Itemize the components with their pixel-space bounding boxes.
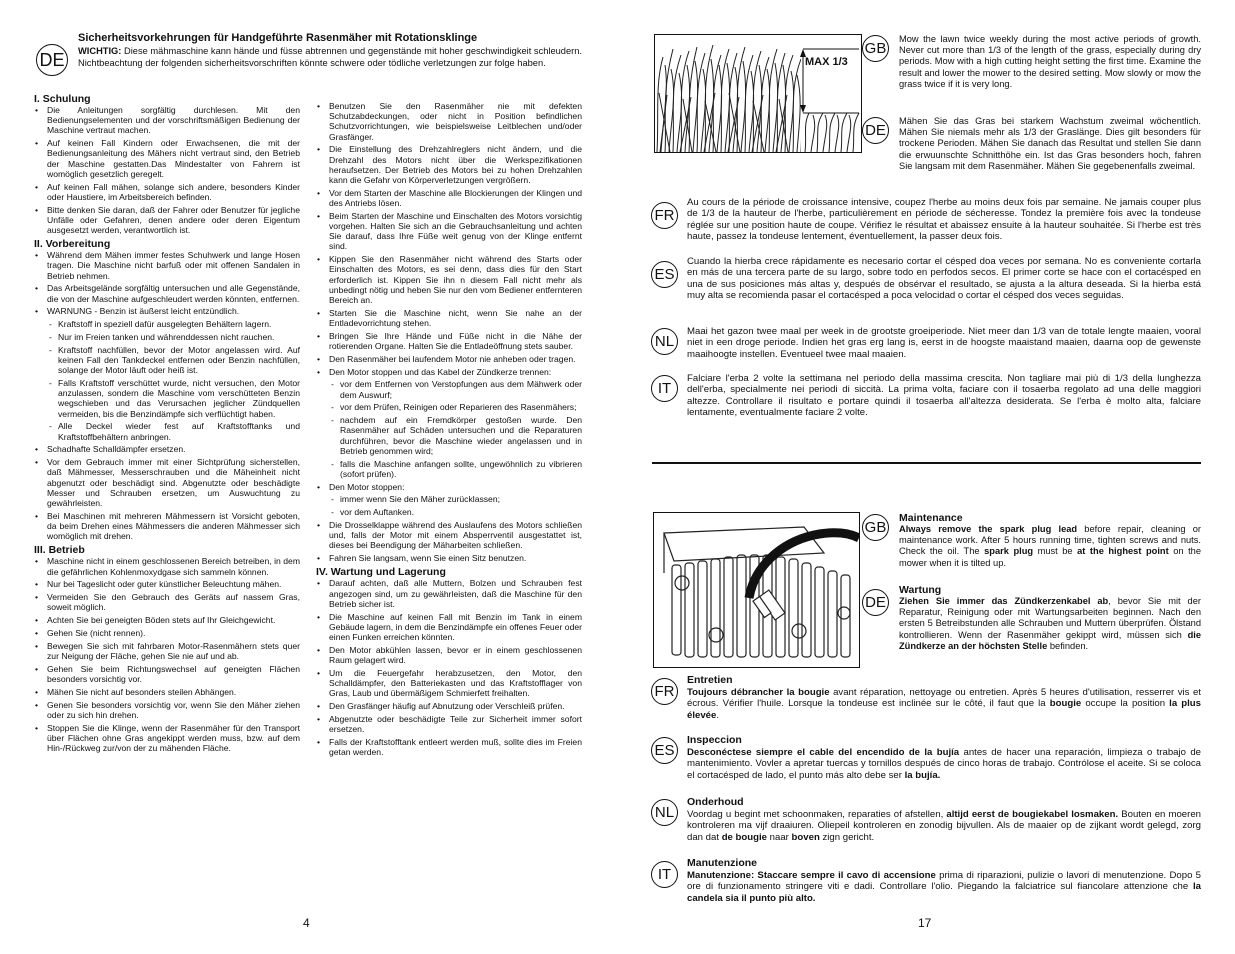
emphasis: la plus élevée — [687, 698, 1201, 721]
betrieb-list-continued — [316, 101, 582, 377]
language-flag-es: ES — [651, 737, 678, 764]
vorbereitung-list-2 — [34, 444, 300, 541]
list-item: • Benutzen Sie den Rasenmäher nie mit defekten Schutzabdeckungen, oder nicht in Position befindlichen Schutzvorrichtungen, wie beispielsweise Leitblechen und/oder Grasfänger. — [316, 101, 582, 142]
maintenance-text-fr — [687, 687, 1201, 721]
list-item: - Nur im Freien tanken und währenddessen nicht rauchen. — [34, 332, 300, 342]
stop-motor-sublist — [316, 379, 582, 479]
emphasis: Manutenzione: Staccare sempre il cavo di accensione — [687, 870, 936, 881]
list-item: • Schadhafte Schalldämpfer ersetzen. — [34, 444, 300, 454]
list-item: • Maschine nicht in einem geschlossenen Bereich betreiben, in dem die gefährlichen Kohlenmoxydgase sich sammeln können. — [34, 556, 300, 576]
text-segment: before repair, cleaning or maintenance work. After 5 hours running time, tighten screws and nuts. Check the oil. The — [899, 524, 1201, 557]
grass-drawing — [655, 35, 861, 152]
list-item: • Auf keinen Fall Kindern oder Erwachsenen, die mit der Bedienungsanleitung des Mähers nicht vertraut sind, den Betrieb der Maschine gestatten.Das Mindestalter von Fahrern ist womöglich gesetzlich geregelt. — [34, 138, 300, 179]
left-column-1 — [34, 90, 300, 756]
list-item: • Starten Sie die Maschine nicht, wenn Sie nahe an der Entladevorrichtung stehen. — [316, 308, 582, 328]
list-item: - Kraftstoff in speziell dafür ausgelegten Behältern lagern. — [34, 319, 300, 329]
text-segment: Bouten en moeren kontroleren ma vijf draaiuren. Oliepeil kontroleren en zonodig bijvullen. Als de maaier op de zijkant wordt gelegd, zorg dan dat — [687, 809, 1201, 843]
maintenance-title-es: Inspeccion — [687, 734, 742, 746]
text-segment: avant réparation, nettoyage ou entretien. Après 5 heures d'utilisation, resserrer vis et écrous. Vérifier l'huile. Lorsque la tondeuse est inclinée sur le côté, il faut que la — [687, 687, 1201, 710]
list-item: • Genen Sie besonders vorsichtig vor, wenn Sie den Mäher ziehen oder zu sich hin drehen. — [34, 700, 300, 720]
text-segment: . — [716, 709, 720, 721]
maintenance-title-gb: Maintenance — [899, 512, 963, 524]
text-segment: Voordag u begint met schoonmaken, reparaties of afstellen, — [687, 809, 947, 820]
language-flag-gb: GB — [862, 35, 889, 62]
list-item: • Um die Feuergefahr herabzusetzen, den Motor, den Schalldämpfer, den Batteriekasten und das Kraftstofflager von Gras, Laub und übermäßigem Schmierfett freihalten. — [316, 668, 582, 699]
text-segment: antes de hacer una reparación, limpieza o trabajo de mantenimiento. Vovler a apretar tuercas y tornillos después de cinco horas de trabajo. Contrólose el aceite. Si se coloca el cortacésped de lado, el punto más alto debe ser — [687, 747, 1201, 781]
list-item: • Die Drosselklappe während des Auslaufens des Motors schließen und, falls der Motor mit einem Absperrventil ausgestattet ist, dieses bei Beendigung der Mäharbeiten schließen. — [316, 520, 582, 551]
list-item: • Vermeiden Sie den Gebrauch des Geräts auf nassem Gras, soweit möglich. — [34, 592, 300, 612]
maintenance-title-fr: Entretien — [687, 674, 733, 686]
emphasis: die Zündkerze an der höchsten Stelle — [899, 629, 1201, 651]
emphasis: Desconéctese siempre el cable del encendido de la bujía — [687, 747, 960, 758]
list-item: • Den Motor stoppen und das Kabel der Zündkerze trennen: — [316, 367, 582, 377]
language-flag-it: IT — [651, 375, 678, 402]
maintenance-title-it: Manutenzione — [687, 857, 757, 869]
list-item: • Das Arbeitsgelände sorgfältig untersuchen und alle Gegenstände, die von der Maschine aufgeschleudert werden könnten, entfernen. — [34, 283, 300, 303]
list-item: • Den Grasfänger häufig auf Abnutzung oder Verschleiß prüfen. — [316, 701, 582, 711]
betrieb-list-end — [316, 520, 582, 563]
list-item: - vor dem Prüfen, Reinigen oder Reparieren des Rasenmähers; — [316, 402, 582, 412]
language-flag-fr: FR — [651, 678, 678, 705]
mow-text-de: Mähen Sie das Gras bei starkem Wachstum zweimal wöchentlich. Mähen Sie niemals mehr als 1/3 der Graslänge. Dies gilt besonders für trockene Perioden. Mähen Sie danach das Resultat und stellen Sie dann die erwuunschte Schnitthöhe ein. Ist das Gras besonders hoch, fahren Sie langsam mit dem Rasenmäher. Mähen Sie gegebenenfalls zweimal. — [899, 116, 1201, 171]
text-segment: befinden. — [1047, 640, 1089, 651]
language-flag-it: IT — [651, 861, 678, 888]
wartung-list — [316, 578, 582, 757]
emphasis: altijd eerst de bougiekabel losmaken. — [946, 809, 1119, 820]
emphasis: Always remove the spark plug lead — [899, 524, 1078, 534]
warning-text: Diese mähmaschine kann hände und füsse abtrennen und gegenstände mit hoher geschwindigkeit schleudern. Nichtbeachtung der folgenden sicherheitsvorschriften könnte schwere oder tödliche verletzungen zur folge haben. — [78, 46, 582, 68]
mow-text-fr: Au cours de la période de croissance intensive, coupez l'herbe au moins deux fois par semaine. Ne jamais couper plus de 1/3 de la hauteur de l'herbe, particulièrement en période de sécheresse. Tondez la première fois avec la tondeuse réglée sur une position haute de coupe. Vérifiez le résultat et abaissez ensuite à la hauteur souhaitée. Si l'herbe est très haute, passez la tondeuse lentement, éventuellement, la passer deux fois. — [687, 197, 1201, 243]
maintenance-text-de — [899, 596, 1201, 652]
emphasis: de bougie — [721, 831, 767, 843]
warning-label: WICHTIG: — [78, 46, 122, 56]
warning-paragraph — [78, 46, 582, 69]
list-item: • Auf keinen Fall mähen, solange sich andere, besonders Kinder oder Haustiere, im Arbeitsbereich befinden. — [34, 182, 300, 202]
list-item: • Abgenutzte oder beschädigte Teile zur Sicherheit immer sofort ersetzen. — [316, 714, 582, 734]
mow-text-es: Cuando la hierba crece rápidamente es necesario cortar el césped doa veces por semana. No es conveniente cortarla en más de una tercera parte de su largo, sobre todo en perfodos secos. El primer corte se hace con el cortacésped en una de sus posiciones más altas y, después de obsérvar el resultado, se ajusta a la altura deseada. Si la hierba está muy alta se recomienda pasar el cortacésped a poca velocidad o cortar el césped dos veces seguidas. — [687, 256, 1201, 302]
list-item: • Nur bei Tageslicht oder guter künstlicher Beleuchtung mähen. — [34, 579, 300, 589]
max-cut-label: MAX 1/3 — [805, 56, 848, 68]
vorbereitung-list — [34, 250, 300, 316]
spark-plug-illustration — [653, 512, 860, 668]
language-flag-gb: GB — [862, 514, 889, 541]
list-item: - Alle Deckel wieder fest auf Kraftstofftanks und Kraftstoffbehältern anbringen. — [34, 421, 300, 441]
language-flag-fr: FR — [651, 202, 678, 229]
text-segment: prima di riparazioni, pulizie o lavori di menutenzione. Dopo 5 ore di funzionamento stringere viti e dadi. Controllare l'olio. Piegando la falciatrice sul fiancolare attenzione che — [687, 870, 1202, 893]
list-item: - vor dem Entfernen von Verstopfungen aus dem Mähwerk oder dem Auswurf; — [316, 379, 582, 399]
list-item: - vor dem Auftanken. — [316, 507, 582, 517]
list-item: • Vor dem Starten der Maschine alle Blockierungen der Klingen und des Antriebs lösen. — [316, 188, 582, 208]
maintenance-title-de: Wartung — [899, 584, 942, 596]
list-item: • Die Maschine auf keinen Fall mit Benzin im Tank in einem Gebäude lagern, in dem die Benzindämpfe ein offenes Feuer oder einen Funken erreichen könnten. — [316, 612, 582, 643]
language-flag-de: DE — [36, 44, 68, 76]
list-item: • Bitte denken Sie daran, daß der Fahrer oder Benutzer für jegliche Unfälle oder Gefahren, denen andere oder deren Eigentum ausgesetzt werden, verantwortlich ist. — [34, 205, 300, 236]
emphasis: boven — [791, 831, 820, 843]
betrieb-list — [34, 556, 300, 753]
emphasis: spark plug — [984, 546, 1034, 557]
list-item: • Den Motor stoppen: — [316, 482, 582, 492]
page-number-left: 4 — [303, 916, 310, 930]
list-item: - nachdem auf ein Fremdkörper gestoßen wurde. Den Rasenmäher auf Schäden untersuchen und die Reparaturen durchführen, bevor die Maschine wieder angelassen und in Betrieb genommen wird; — [316, 415, 582, 456]
list-item: • Achten Sie bei geneigten Böden stets auf Ihr Gleichgewicht. — [34, 615, 300, 625]
language-flag-nl: NL — [651, 328, 678, 355]
maintenance-text-nl — [687, 809, 1201, 843]
language-flag-es: ES — [651, 261, 678, 288]
grass-illustration — [654, 34, 862, 153]
engine-drawing — [654, 513, 859, 667]
safety-title: Sicherheitsvorkehrungen für Handgeführte Rasenmäher mit Rotationsklinge — [78, 32, 478, 44]
list-item: • WARNUNG - Benzin ist äußerst leicht entzündlich. — [34, 306, 300, 316]
emphasis: Ziehen Sie immer das Zündkerzenkabel ab — [899, 596, 1109, 606]
text-segment: on the mower when it is tilted up. — [899, 546, 1201, 568]
language-flag-de: DE — [862, 589, 889, 616]
list-item: • Bringen Sie Ihre Hände und Füße nicht in die Nähe der rotierenden Organe. Halten Sie die Entladeöffnung stets sauber. — [316, 331, 582, 351]
list-item: - Falls Kraftstoff verschüttet wurde, nicht versuchen, den Motor anzulassen, sondern die Maschine vom verschütteten Benzin wegschieben und das Verursachen jeglicher Zündquellen vermeiden, bis die Benzindämpfe sich verflüchtigt haben. — [34, 378, 300, 419]
emphasis: bougie — [1049, 698, 1082, 710]
section-betrieb-title: III. Betrieb — [34, 544, 85, 557]
maintenance-text-gb — [899, 524, 1201, 569]
maintenance-text-it — [687, 870, 1201, 904]
list-item: • Fahren Sie langsam, wenn Sie einen Sitz benutzen. — [316, 553, 582, 563]
list-item: • Beim Starten der Maschine und Einschalten des Motors vorsichtig vorgehen. Halten Sie sich an die Gebrauchsanleitung und achten Sie darauf, dass Ihre Füße weit genug von der Klinge entfernt sind. — [316, 211, 582, 252]
list-item: • Stoppen Sie die Klinge, wenn der Rasenmäher für den Transport über Flächen ohne Gras angekippt werden muss, bzw. auf dem Hin-/Rückweg zur/von der zu mähenden Fläche. — [34, 723, 300, 754]
maintenance-title-nl: Onderhoud — [687, 796, 744, 808]
stop-motor-sublist-2 — [316, 494, 582, 517]
section-wartung-title: IV. Wartung und Lagerung — [316, 566, 446, 579]
text-segment: zign gericht. — [819, 831, 875, 843]
list-item: • Falls der Kraftstofftank entleert werden muß, sollte dies im Freien getan werden. — [316, 737, 582, 757]
mow-text-nl: Maai het gazon twee maal per week in de grootste groeiperiode. Niet meer dan 1/3 van de totale lengte maaien, vooral niet in een droge periode. Indien het gras erg lang is, eerst in de hoogste maaistand maaien, daarna oop de gewenste maaihoogte instellen. Eventueel twee maal maaien. — [687, 326, 1201, 360]
list-item: - falls die Maschine anfangen sollte, ungewöhnlich zu vibrieren (sofort prüfen). — [316, 459, 582, 479]
list-item: - Kraftstoff nachfüllen, bevor der Motor angelassen wird. Auf keinen Fall den Tankdeckel entfernen oder Benzin nachfüllen, solange der Motor läuft oder heiß ist. — [34, 345, 300, 376]
text-segment: must be — [1033, 546, 1078, 557]
list-item: • Gehen Sie beim Richtungswechsel auf geneigten Flächen besonders vorsichtig vor. — [34, 664, 300, 684]
list-item: • Die Einstellung des Drehzahlreglers nicht ändern, und die Drehzahl des Motors nicht über die Werkspezifikationen heraufsetzen. Der Betrieb des Motors bei zu hohen Drehzahlen kann die Gefahr von Körperverletzungen vergrößern. — [316, 144, 582, 185]
list-item: - immer wenn Sie den Mäher zurücklassen; — [316, 494, 582, 504]
text-segment: , bevor Sie mit der Reparatur, Reinigung oder mit Wartungsarbeiten beginnen. Nach den ersten 5 Betreibstunden alle Schrauben und Muttern überprüfen. Ölstand kontrollieren. Wenn der Rasenmäher gekippt wird, müssen sich — [899, 596, 1201, 640]
page-number-right: 17 — [918, 916, 932, 930]
language-flag-de: DE — [862, 117, 889, 144]
list-item: • Den Rasenmäher bei laufendem Motor nie anheben oder tragen. — [316, 354, 582, 364]
text-segment: naar — [767, 831, 792, 843]
divider-line — [652, 462, 1201, 464]
list-item: • Bei Maschinen mit mehreren Mähmessern ist Vorsicht geboten, da beim Drehen eines Mähmessers die anderen Mähmesser sich womöglich mit drehen. — [34, 511, 300, 542]
stop-motor-list — [316, 482, 582, 492]
mow-text-it: Falciare l'erba 2 volte la settimana nel periodo della massima crescita. Non tagliare mai più di 1/3 della lunghezza dell'erba, specialmente nei periodi di siccità. La prima volta, faciare con il tosaerba regolato ad una delle maggiori altezze. Controllare il risultato e portare quindi il tosaerba all'altezza desiderata. Se l'erba è molto alta, falciare lentamente, eventualmente faciare 2 volte. — [687, 373, 1201, 419]
emphasis: Toujours débrancher la bougie — [687, 687, 830, 698]
emphasis: at the highest point — [1077, 546, 1169, 557]
list-item: • Mähen Sie nicht auf besonders steilen Abhängen. — [34, 687, 300, 697]
schulung-list — [34, 105, 300, 235]
list-item: • Darauf achten, daß alle Muttern, Bolzen und Schrauben fest angezogen sind, um zu gewährleisten, daß die Maschine für den Betrieb sicher ist. — [316, 578, 582, 609]
maintenance-text-es — [687, 747, 1201, 781]
list-item: • Kippen Sie den Rasenmäher nicht während des Starts oder Einschalten des Motors, es sei denn, dass dies für den Start erforderlich ist. Kippen Sie ihn n diesem Fall nicht mehr als unbedingt nötig und heben Sie nur den vom Bediener entfernteren Bereich an. — [316, 254, 582, 305]
list-item: • Vor dem Gebrauch immer mit einer Sichtprüfung sicherstellen, daß Mähmesser, Messerschrauben und die Mäheinheit nicht abgenutzt oder beschädigt sind. Abgenutzte oder beschädigte Messer und Schrauben ersetzen, um Auswuchtung zu gewährleisten. — [34, 457, 300, 508]
mow-text-gb: Mow the lawn twice weekly during the most active periods of growth. Never cut more than 1/3 of the length of the grass, especially during dry periods. Mow with a high cutting height setting the first time. Examine the result and lower the mower to the desired setting. Mow slowly or mow the grass twice if it is very long. — [899, 34, 1201, 89]
section-schulung-title: I. Schulung — [34, 93, 91, 105]
list-item: • Während dem Mähen immer festes Schuhwerk und lange Hosen tragen. Die Maschine nicht barfuß oder mit offenen Sandalen in Betrieb nehmen. — [34, 250, 300, 281]
list-item: • Die Anleitungen sorgfältig durchlesen. Mit den Bedienungselementen und der vorschriftsmäßigen Bedienung der Maschine vertraut machen. — [34, 105, 300, 136]
language-flag-nl: NL — [651, 799, 678, 826]
fuel-sublist — [34, 319, 300, 442]
left-column-2 — [316, 101, 582, 760]
section-vorbereitung-title: II. Vorbereitung — [34, 238, 111, 251]
emphasis: la candela sia il punto più alto. — [687, 881, 1201, 904]
list-item: • Bewegen Sie sich mit fahrbaren Motor-Rasenmähern stets quer zur Neigung der Fläche, gehen Sie nie auf und ab. — [34, 641, 300, 661]
emphasis: la bujía. — [904, 769, 941, 781]
list-item: • Den Motor abkühlen lassen, bevor er in einem geschlossenen Raum gelagert wird. — [316, 645, 582, 665]
text-segment: occupe la position — [1081, 698, 1170, 710]
list-item: • Gehen Sie (nicht rennen). — [34, 628, 300, 638]
